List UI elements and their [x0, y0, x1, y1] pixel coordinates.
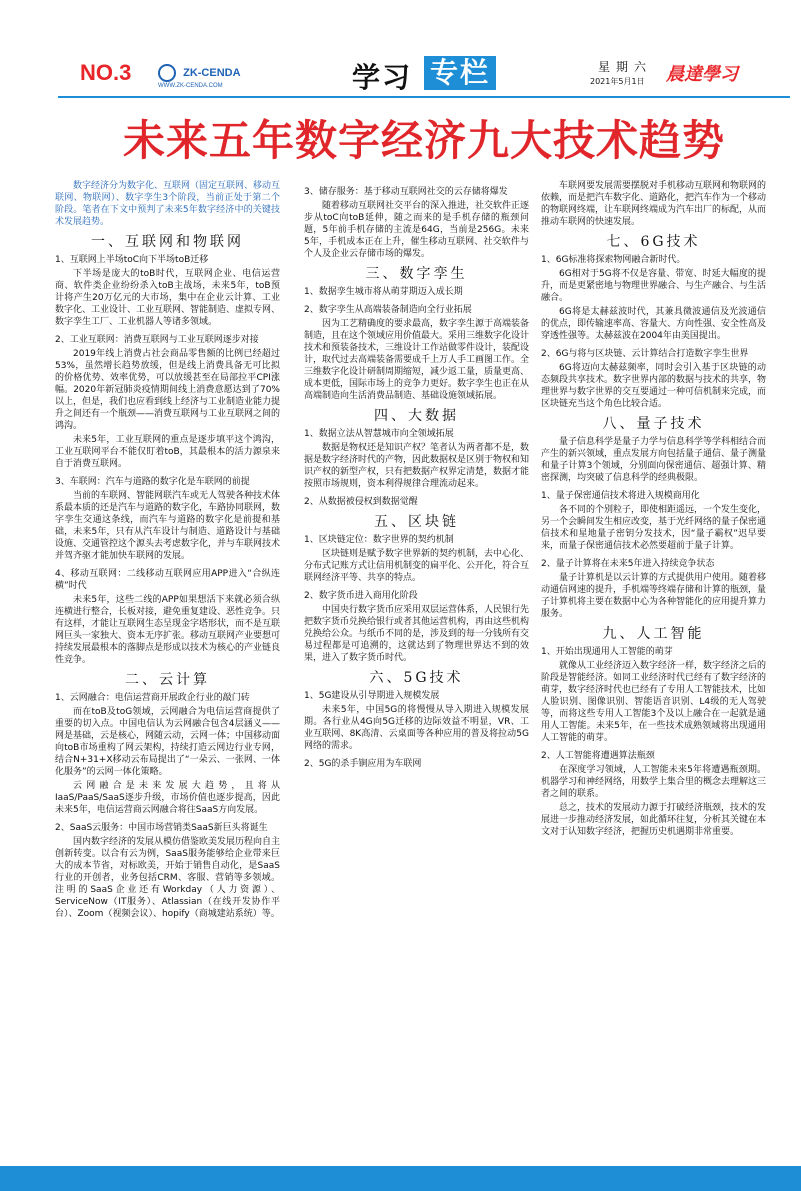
paragraph: 车联网要发展需要摆脱对手机移动互联网和物联网的依赖，而是把汽车数字化、道路化，把汽车作为一个移动的物联网终端，让车联网终端成为汽车出厂的标配，从而推动车联网的快速发展。	[541, 181, 767, 227]
paragraph: 随着移动互联网社交平台的深入推进，社交软件正逐步从toC向toB延伸，随之而来的是手机存储的瓶颈问题，5年前手机存储的主流是64G，当前是256G。未来5年，手机成本正在上升，催生移动互联网、社交软件与个人及企业云存储市场的爆发。	[304, 201, 530, 259]
subheading: 2、5G的杀手锏应用为车联网	[304, 759, 422, 769]
subheading: 3、储存服务：基于移动互联网社交的云存储将爆发	[304, 187, 508, 197]
paragraph: 因为工艺精确度的要求最高，数字孪生源于高端装备制造，且在这个领域应用价值最大。采用三维数字化设计技术和预装备技术，三维设计工作站做零件设计，装配设计，取代过去高端装备需要成千上万人手工画图工作。全三维数字化设计研制周期缩短，减少返工量，质量更高、成本更低，国际市场上的竞争力更好。数字孪生也正在从高端制造向生活消费品制造、基础设施领域拓展。	[304, 319, 530, 401]
subheading: 2、人工智能将遭遇算法瓶颈	[541, 751, 655, 761]
section-title-b: 专栏	[424, 56, 496, 90]
subheading: 1、6G标准将探索物网融合新时代。	[541, 255, 686, 265]
section-heading: 八、量子技术	[602, 416, 705, 432]
section-heading: 三、数字孪生	[365, 266, 468, 282]
paragraph: 当前的车联网、智能网联汽车或无人驾驶各种技术体系最本质的还是汽车与道路的数字化，车路协同联网，数字孪生交通这条线，而汽车与道路的数字化是前提和基础，未来5年，只有从汽车设计与制造、道路设计与基础设施、交通管控这个源头去考虑数字化，并与车联网技术并驾齐驱才能加快车联网的发展。	[55, 491, 281, 561]
issue-number: NO.3	[80, 60, 132, 85]
subheading: 1、5G建设从引导期进入规模发展	[304, 691, 440, 701]
paragraph: 6G将是太赫兹波时代，其兼具微波通信及光波通信的优点，即传输速率高、容量大、方向性强、安全性高及穿透性强等。太赫兹波在2004年由美国提出。	[541, 307, 767, 341]
column-2	[304, 180, 529, 772]
paragraph: 6G将迈向太赫兹频率，同时会引入基于区块链的动态频段共享技术。数字世界内部的数据与技术的共享，物理世界与数字世界的交互要通过一种可信机制来完成，而区块链充当这个角色比较合适。	[541, 363, 767, 409]
section-heading: 五、区块链	[374, 514, 459, 530]
subheading: 2、工业互联网：消费互联网与工业互联网逐步对接	[55, 335, 259, 345]
paragraph: 在深度学习领域，人工智能未来5年将遭遇瓶颈期。机器学习和神经网络，用数学上集合里的概念去理解这三者之间的联系。	[541, 765, 767, 799]
logo-icon	[158, 64, 176, 82]
paragraph: 未来5年，工业互联网的重点是逐步填平这个鸿沟，工业互联网平台不能仅盯着toB，其最根本的活力源泉来自于消费互联网。	[55, 435, 280, 469]
paragraph: 国内数字经济的发展从模仿借鉴欧美发展历程向自主创新转变。以合有云为例，SaaS服务能够给企业带来巨大的成本节省，对标欧美，开始于销售自动化，是SaaS行业的开创者，业务包括CRM、客服、营销等多领域。注明的SaaS企业还有Workday（人力资源）、ServiceNow（IT服务）、Atlassian（在线开发协作平台）、Zoom（视频会议）、hopify（商城建站系统）等。	[55, 837, 281, 919]
subheading: 1、数据立法从智慧城市向全领域拓展	[304, 429, 454, 439]
section-heading: 六、5G技术	[369, 670, 464, 686]
article-summary: 总之，技术的发展动力源于打破经济瓶颈，技术的发展进一步推动经济发展，如此循环往复，分析其关键在本文对于认知数字经济，把握历史机遇期非常重要。	[541, 803, 767, 837]
article-title: 未来五年数字经济九大技术趋势	[122, 116, 725, 165]
subheading: 2、数字孪生从高端装备制造向全行业拓展	[304, 305, 472, 315]
header-divider	[58, 96, 790, 98]
section-heading: 九、人工智能	[602, 626, 705, 642]
paragraph: 下半场是庞大的toB时代，互联网企业、电信运营商、软件类企业纷纷杀入toB主战场，未来5年，toB预计将产生20万亿元的大市场，集中在企业云计算、工业数字化、工业设计、工业互联网、智能制造、虚拟专网、数字孪生工厂、工业机器人等诸多领域。	[55, 269, 281, 327]
paragraph: 量子信息科学是量子力学与信息科学等学科相结合而产生的新兴领域，重点发展方向包括量子通信、量子测量和量子计算3个领域，分别面向保密通信、超强计算、精密探测，均突破了信息科学的经典极限。	[541, 437, 767, 483]
paragraph: 云网融合是未来发展大趋势，且将从IaaS/PaaS/SaaS逐步升级，市场价值也逐步提高，因此未来5年，电信运营商云网融合将往SaaS方向发展。	[55, 781, 280, 815]
subheading: 2、SaaS云服务：中国市场营销类SaaS新巨头将诞生	[55, 823, 268, 833]
column-1	[55, 180, 280, 922]
subheading: 2、量子计算将在未来5年进入持续竞争状态	[541, 559, 715, 569]
masthead	[0, 0, 801, 100]
subheading: 1、互联网上半场toC向下半场toB迁移	[55, 255, 209, 265]
subheading: 1、量子保密通信技术将进入规模商用化	[541, 491, 700, 501]
paragraph: 量子计算机是以云计算的方式提供用户使用。随着移动通信网速的提升，手机端等终端存储和计算的瓶颈，量子计算机将主要在数据中心为各种智能化的应用提升算力服务。	[541, 573, 767, 619]
paragraph: 6G相对于5G将不仅是容量、带宽、时延大幅度的提升，而是更紧密地与物理世界融合、与生产融合、与生活融合。	[541, 269, 767, 303]
weekday: 星期六	[598, 60, 653, 74]
section-heading: 一、互联网和物联网	[91, 234, 244, 250]
issue-date: 2021年5月1日	[590, 77, 645, 86]
paragraph: 各不同的个别粒子，即使相距遥远，一个发生变化，另一个会瞬间发生相应改变，基于光纤网络的量子保密通信技术和星地量子密钥分发技术，因“量子霸权”迟早要来，而量子保密通信技术必然要超前于量子计算。	[541, 505, 767, 551]
slogan: 晨達學习	[666, 64, 738, 85]
footer-bar	[0, 1166, 801, 1191]
section-heading: 四、大数据	[374, 408, 459, 424]
paragraph: 未来5年，中国5G的将慢慢从导入期进入规模发展期。各行业从4G向5G迁移的边际效益不明显，VR、工业互联网、8K高清、云桌面等各种应用的普及将拉动5G网络的需求。	[304, 705, 529, 751]
subheading: 1、区块链定位：数字世界的契约机制	[304, 535, 454, 545]
paragraph: 区块链则是赋予数字世界新的契约机制，去中心化、分布式记账方式让信用机制变的扁平化、公开化，符合互联网经济平等、共享的特点。	[304, 549, 530, 583]
section-heading: 二、云计算	[125, 672, 210, 688]
subheading: 2、数字货币进入商用化阶段	[304, 591, 418, 601]
article-body	[0, 180, 801, 1160]
subheading: 2、6G与将与区块链、云计算结合打造数字孪生世界	[541, 349, 749, 359]
brand-name: ZK-CENDA	[183, 66, 241, 79]
paragraph: 而在toB及toG领域，云网融合为电信运营商提供了重要的切入点。中国电信认为云网融合包含4层涵义——网是基础，云是核心，网随云动，云网一体；中国移动面向toB市场重构了网云架构，持续打造云网边行业专网，结合N+31+X移动云布局提出了“一朵云、一张网、一体化服务”的云网一体化策略。	[55, 707, 281, 777]
paragraph: 中国央行数字货币应采用双层运营体系，人民银行先把数字货币兑换给银行或者其他运营机构，再由这些机构兑换给公众。与纸币不同的是，涉及到的每一分钱所有交易过程都是可追溯的，这就达到了物理世界达不到的效果，进入了数字货币时代。	[304, 605, 530, 663]
subheading: 2、从数据被侵权到数据觉醒	[304, 497, 418, 507]
paragraph: 未来5年，这些二线的APP如果想活下来就必须合纵连横进行整合，长板对接，避免重复建设、恶性竞争。只有这样，才能让互联网生态呈现金字塔形状，而不是互联网巨头一家独大、资本无序扩张。移动互联网产业要想可持续发展最根本的落脚点是形成以技术为核心的产业链良性竞争。	[55, 595, 281, 665]
subheading: 1、云网融合：电信运营商开展政企行业的敲门砖	[55, 693, 250, 703]
section-heading: 七、6G技术	[606, 234, 701, 250]
brand-url: WWW.ZK-CENDA.COM	[158, 82, 223, 89]
section-title-a: 学习	[352, 61, 413, 94]
paragraph: 就像从工业经济迈入数字经济一样，数字经济之后的阶段是智能经济。如同工业经济时代已经有了数字经济的萌芽，数字经济时代也已经有了专用人工智能技术，比如人脸识别、图像识别、智能语音识别、L4级的无人驾驶等，而将这些专用人工智能3个及以上融合在一起就是通用人工智能。未来5年，在一些技术成熟领域将出现通用人工智能的萌芽。	[541, 661, 767, 743]
subheading: 3、车联网：汽车与道路的数字化是车联网的前提	[55, 477, 250, 487]
publisher-logo	[158, 62, 268, 89]
subheading: 1、数据孪生城市将从萌芽期迈入成长期	[304, 287, 463, 297]
paragraph: 数据是物权还是知识产权？笔者认为两者都不是，数据是数字经济时代的产物，因此数据权是区别于物权和知识产权的新型产权，只有把数据产权界定清楚，数据才能按照市场规则，资本利得规律合理流动起来。	[304, 443, 530, 489]
subheading: 4、移动互联网：二线移动互联网应用APP进入“合纵连横”时代	[55, 569, 280, 591]
paragraph: 2019年线上消费占社会商品零售额的比例已经超过53%，虽然增长趋势放缓，但是线上消费具备无可比拟的价格优势、效率优势，可以放缓甚至在局部拉平CPI涨幅。2020年新冠肺炎疫情期间线上消费意愿达到了70%以上，但是，我们也应看到线上经济与工业制造业能力提升之间还有一个瓶颈——消费互联网与工业互联网之间的鸿沟。	[55, 349, 281, 431]
article-lead: 数字经济分为数字化、互联网（固定互联网、移动互联网、物联网）、数字孪生3个阶段，当前正处于第二个阶段。笔者在下文中预判了未来5年数字经济中的关键技术发展趋势。	[55, 181, 281, 227]
column-3	[541, 180, 766, 840]
subheading: 1、开始出现通用人工智能的萌芽	[541, 647, 673, 657]
